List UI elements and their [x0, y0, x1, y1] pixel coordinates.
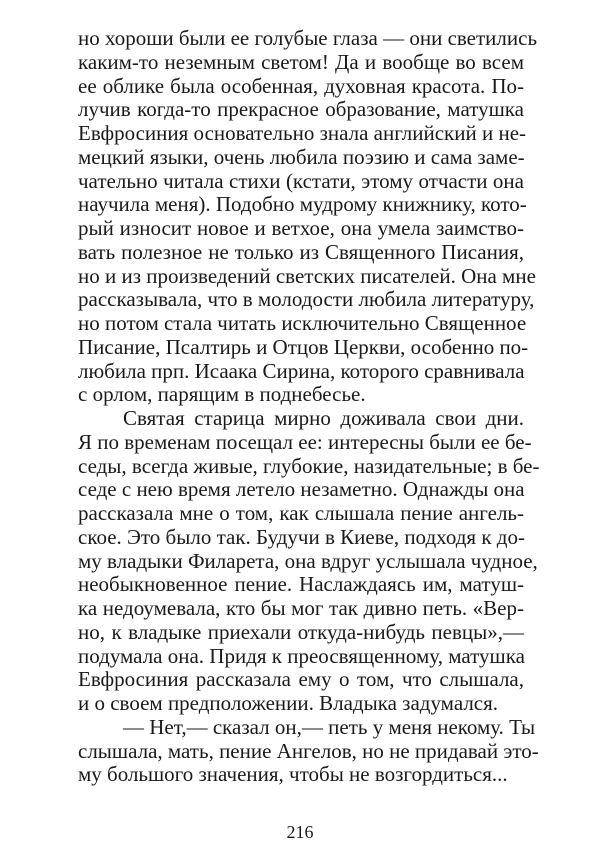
text-line: рассказывала, что в молодости любила литературу, — [78, 287, 535, 312]
text-line: лучив когда-то прекрасное образование, матушка — [78, 97, 524, 122]
text-line: с орлом, парящим в поднебесье. — [78, 382, 366, 407]
paragraph-start-line: — Нет,— сказал он,— петь у меня некому. Ты — [123, 714, 536, 739]
page-number: 216 — [286, 822, 314, 842]
text-line: подумала она. Придя к преосвященному, матушка — [78, 643, 525, 668]
text-line: но потом стала читать исключительно Священное — [78, 311, 527, 335]
page-body — [78, 26, 540, 787]
text-line: рый износит новое и ветхое, она умела заимство- — [78, 216, 524, 240]
text-line: Евфросиния рассказала ему о том, что слышала, — [78, 667, 524, 692]
text-line: Евфросиния основательно знала английский и не- — [78, 121, 527, 145]
text-line: вать полезное не только из Священного Писания, — [78, 239, 524, 264]
text-line: Я по временам посещал ее: интересны были ее бе- — [78, 429, 532, 454]
text-line: и о своем предположении. Владыка задумался. — [78, 691, 499, 715]
text-line: му владыки Филарета, она вдруг услышала чудное, — [78, 548, 538, 573]
text-line: но хороши были ее голубые глаза — они светились — [78, 26, 538, 50]
text-line: ка недоумевала, кто бы мог так дивно петь. «Вер- — [78, 596, 524, 620]
text-line: мецкий языки, очень любила поэзию и сама заме- — [78, 144, 525, 169]
text-line: му большого значения, чтобы не возгордиться... — [78, 762, 508, 787]
text-line: слышала, мать, пение Ангелов, но не придавай это- — [78, 738, 539, 763]
text-line: седы, всегда живые, глубокие, назидательные; в бе- — [78, 453, 540, 478]
text-line: необыкновенное пение. Наслаждаясь им, матуш- — [78, 572, 524, 597]
text-line: Писание, Псалтирь и Отцов Церкви, особенно по- — [78, 334, 529, 359]
text-line: научила меня). Подобно мудрому книжнику, кото- — [78, 192, 527, 217]
text-line: седе с нею время летело незаметно. Однажды она — [78, 477, 525, 502]
text-line: чательно читала стихи (кстати, этому отчасти она — [78, 168, 524, 193]
text-line: но, к владыке приехали откуда-нибудь певцы»,— — [78, 619, 524, 644]
paragraph-start-line: Святая старица мирно доживала свои дни. — [123, 406, 524, 430]
text-line: любила прп. Исаака Сирина, которого сравнивала — [78, 358, 525, 383]
text-line: ее облике была особенная, духовная красота. По- — [78, 73, 524, 98]
text-line: ское. Это было так. Будучи в Киеве, подходя к до- — [78, 524, 525, 549]
text-line: но и из произведений светских писателей. Она мне — [78, 263, 536, 288]
text-line: рассказала мне о том, как слышала пение ангель- — [78, 501, 524, 525]
text-line: каким-то неземным светом! Да и вообще во всем — [78, 49, 524, 74]
